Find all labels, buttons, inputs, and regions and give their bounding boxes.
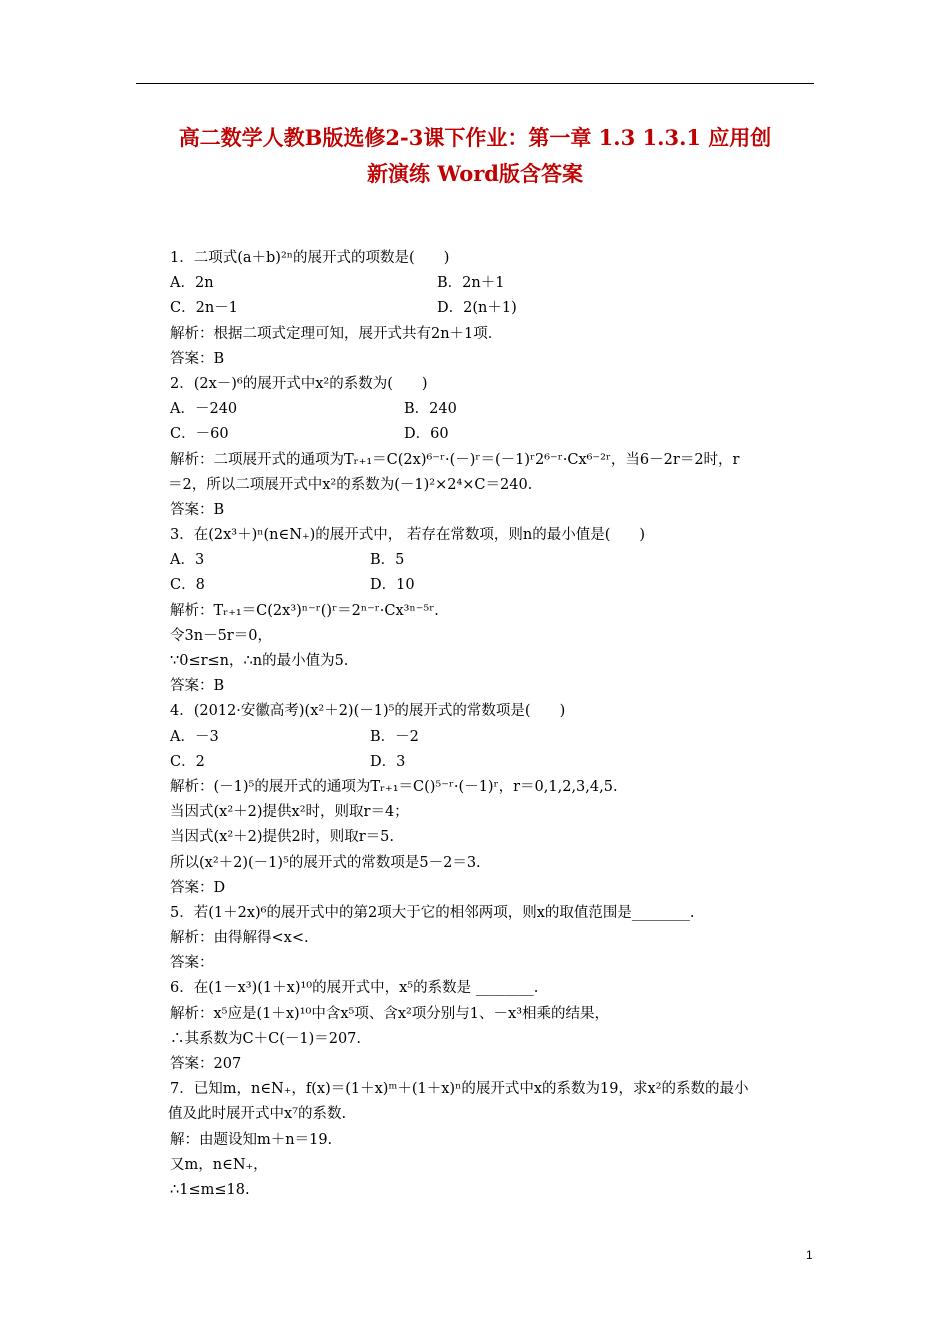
option-right: B．240 (404, 401, 457, 418)
page-number: 1 (806, 1248, 813, 1262)
text-line: 答案： (170, 955, 214, 972)
text-line: 所以(x²＋2)(－1)⁵的展开式的常数项是5－2＝3. (170, 854, 481, 871)
option-row (170, 397, 816, 422)
option-left: A．－3 (170, 728, 219, 745)
option-row (170, 296, 816, 321)
option-row (170, 725, 816, 750)
option-left: A．3 (170, 552, 205, 569)
option-row (170, 548, 816, 573)
option-right: D．60 (404, 426, 449, 443)
option-right: B．5 (370, 552, 405, 569)
text-line: ∴其系数为C＋C(－1)＝207. (170, 1030, 362, 1047)
text-line: ＝2，所以二项展开式中x²的系数为(－1)²×2⁴×C＝240. (168, 476, 533, 493)
option-row (170, 750, 816, 775)
option-row (170, 573, 816, 598)
text-line: 解析：x⁵应是(1＋x)¹⁰中含x⁵项、含x²项分别与1、－x³相乘的结果， (170, 1005, 610, 1022)
text-line: 1．二项式(a＋b)²ⁿ的展开式的项数是( ) (170, 250, 450, 266)
text-line: 解析：Tᵣ₊₁＝C(2x³)ⁿ⁻ʳ()ʳ＝2ⁿ⁻ʳ·Cx³ⁿ⁻⁵ʳ. (170, 602, 439, 619)
title-line-1: 高二数学人教B版选修2-3课下作业：第一章 1.3 1.3.1 应用创 (178, 125, 772, 150)
option-left: C．2 (170, 753, 205, 770)
option-right: B．2n＋1 (437, 275, 505, 292)
text-line: 解析：二项展开式的通项为Tᵣ₊₁＝C(2x)⁶⁻ʳ·(－)ʳ＝(－1)ʳ2⁶⁻ʳ·Cx⁶⁻²ʳ，当6－2r＝2时，r (170, 451, 740, 468)
text-line: 4．(2012·安徽高考)(x²＋2)(－1)⁵的展开式的常数项是( ) (170, 703, 566, 720)
text-line: 解析：(－1)⁵的展开式的通项为Tᵣ₊₁＝C()⁵⁻ʳ·(－1)ʳ，r＝0,1,2,3,4,5. (170, 778, 618, 795)
text-line: ∴1≤m≤18. (170, 1181, 250, 1198)
text-line: 解析：由得解得<x<. (170, 930, 309, 947)
header-rule (136, 83, 814, 84)
text-line: 答案：207 (170, 1056, 242, 1072)
option-row (170, 422, 816, 447)
text-line: 当因式(x²＋2)提供2时，则取r＝5. (170, 829, 395, 846)
option-right: B．－2 (370, 728, 419, 745)
document-title (136, 120, 814, 192)
text-line: 5．若(1＋2x)⁶的展开式中的第2项大于它的相邻两项，则x的取值范围是________. (170, 904, 695, 921)
option-left: A．－240 (170, 401, 238, 418)
text-line: 令3n－5r＝0， (170, 627, 272, 644)
text-line: 答案：B (170, 350, 225, 367)
option-right: D．3 (370, 753, 406, 770)
document-body (170, 246, 816, 1203)
text-line: 当因式(x²＋2)提供x²时，则取r＝4； (170, 804, 409, 821)
text-line: 7．已知m，n∈N₊，f(x)＝(1＋x)ᵐ＋(1＋x)ⁿ的展开式中x的系数为19，求x²的系数的最小 (170, 1081, 749, 1098)
text-line: 答案：D (170, 879, 226, 896)
text-line: 解析：根据二项式定理可知，展开式共有2n＋1项． (170, 325, 503, 342)
option-left: C．－60 (170, 426, 229, 443)
option-right: D．10 (370, 577, 415, 594)
text-line: 值及此时展开式中x⁷的系数. (168, 1106, 347, 1123)
text-line: 6．在(1－x³)(1＋x)¹⁰的展开式中，x⁵的系数是 ________. (170, 980, 539, 997)
text-line: 解：由题设知m＋n＝19. (170, 1131, 333, 1148)
text-line: 答案：B (170, 678, 225, 695)
text-line: 2．(2x－)⁶的展开式中x²的系数为( ) (170, 375, 428, 392)
text-line: 又m，n∈N₊， (170, 1156, 268, 1173)
text-line: 3．在(2x³＋)ⁿ(n∈N₊)的展开式中， 若存在常数项，则n的最小值是( ) (170, 527, 646, 544)
title-line-2: 新演练 Word版含答案 (367, 161, 583, 186)
option-row (170, 271, 816, 296)
text-line: 答案：B (170, 501, 225, 518)
text-line: ∵0≤r≤n，∴n的最小值为5. (170, 653, 349, 669)
option-left: C．2n－1 (170, 300, 238, 317)
option-left: A．2n (170, 275, 214, 292)
option-left: C．8 (170, 577, 205, 594)
option-right: D．2(n＋1) (437, 300, 517, 317)
